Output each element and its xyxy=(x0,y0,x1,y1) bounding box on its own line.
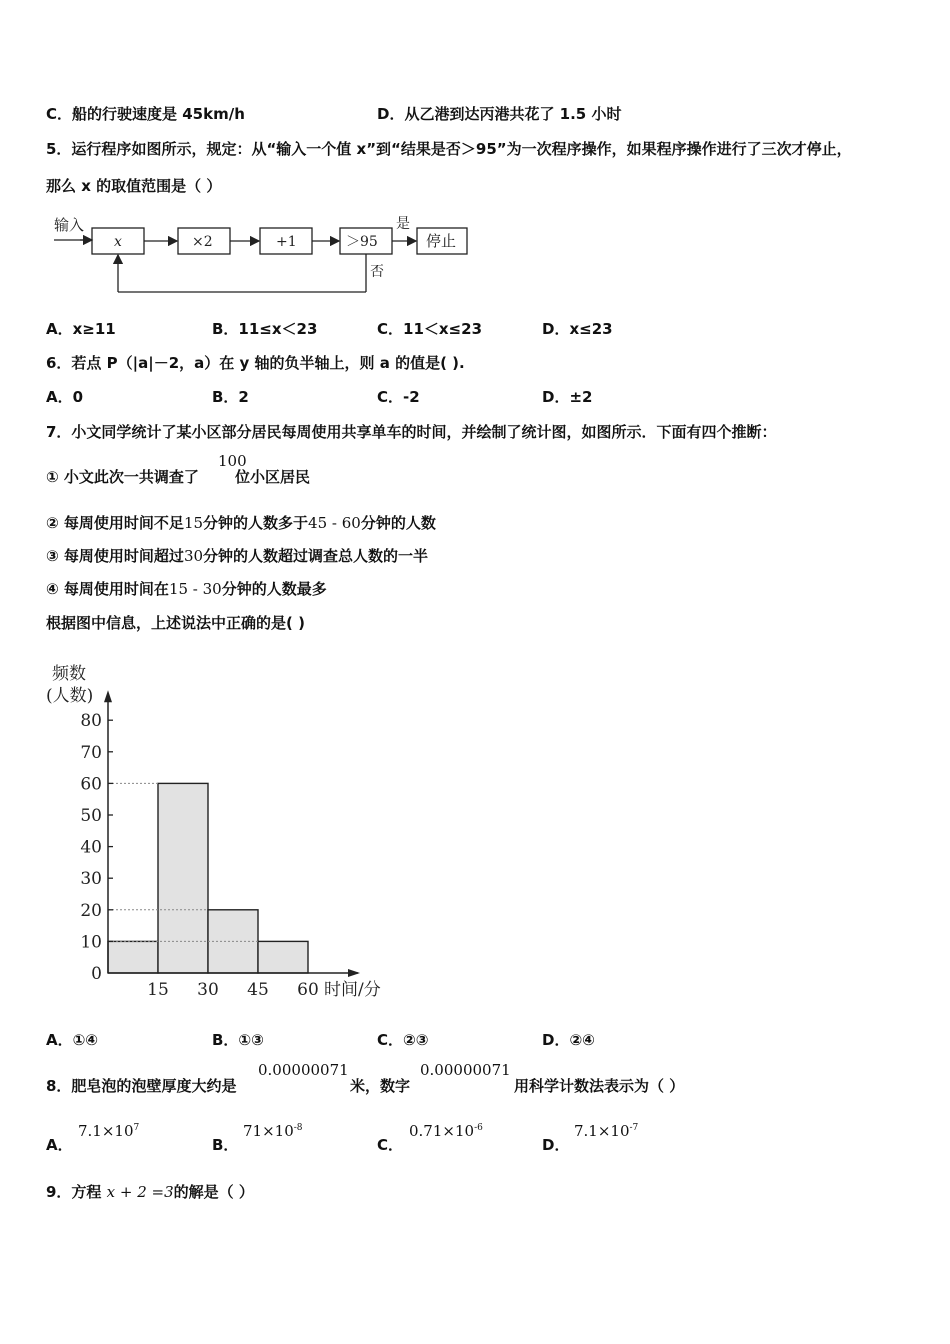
q7-statement-3: ③ 每周使用时间超过30分钟的人数超过调查总人数的一半 xyxy=(46,547,429,565)
q8-stem-c: 用科学计数法表示为（ ） xyxy=(514,1077,685,1095)
q5-option-a: A．x≥11 xyxy=(46,320,116,338)
q7-question: 根据图中信息，上述说法中正确的是( ) xyxy=(46,614,305,632)
q6-option-d: D．±2 xyxy=(542,388,593,406)
q8-option-b-value: $71\times 10^{-8}$ xyxy=(243,1122,303,1140)
q8-option-a-label: A． xyxy=(46,1136,73,1154)
q5-option-b: B．11≤x＜23 xyxy=(212,320,318,338)
q7-histogram xyxy=(40,655,400,1005)
q8-option-c-value: $0.71\times 10^{-6}$ xyxy=(409,1122,483,1140)
svg-text:＞95: ＞95 xyxy=(346,234,378,250)
q8-stem-a: 8．肥皂泡的泡壁厚度大约是 xyxy=(46,1077,237,1095)
y-tick-label: 50 xyxy=(80,806,102,826)
x-axis-arrow-icon xyxy=(348,969,360,977)
q7-stem: 7．小文同学统计了某小区部分居民每周使用共享单车的时间，并绘制了统计图，如图所示．下面有四个推断： xyxy=(46,423,777,441)
flow-no-label: 否 xyxy=(370,264,384,280)
q8-option-a-value: $7.1\times 10^7$ xyxy=(78,1122,140,1140)
hist-xlabel: 时间/分 xyxy=(324,980,381,1000)
svg-text:+1: +1 xyxy=(276,234,297,250)
y-axis-arrow-icon xyxy=(104,690,112,702)
q6-option-c: C．-2 xyxy=(377,388,420,406)
q8-option-d-value: $7.1\times 10^{-7}$ xyxy=(574,1122,639,1140)
y-tick-label: 10 xyxy=(80,932,102,953)
flow-yes-label: 是 xyxy=(396,216,410,232)
hist-ylabel-line2: (人数) xyxy=(46,686,94,706)
x-tick-label: 60 xyxy=(297,980,319,1000)
q4-option-d: D．从乙港到达丙港共花了 1.5 小时 xyxy=(377,105,622,123)
y-tick-label: 30 xyxy=(80,869,102,890)
svg-text:x: x xyxy=(114,234,122,250)
q5-option-d: D．x≤23 xyxy=(542,320,613,338)
q7-statement-4: ④ 每周使用时间在15 - 30分钟的人数最多 xyxy=(46,580,327,598)
q8-stem-b: 米，数字 xyxy=(350,1077,411,1095)
y-tick-label: 20 xyxy=(80,900,102,921)
q7-statement-1: ① 小文此次一共调查了 位小区居民 xyxy=(46,468,310,486)
y-tick-label: 70 xyxy=(80,742,102,763)
q5-stem-line2: 那么 x 的取值范围是（ ） xyxy=(46,177,222,195)
q7-s1-number: 100 xyxy=(218,452,247,470)
q8-number-2: 0.00000071 xyxy=(420,1061,511,1079)
flow-input-label: 输入 xyxy=(54,216,85,234)
y-tick-label: 40 xyxy=(80,837,102,858)
histogram-bar xyxy=(158,783,208,973)
q7-option-d: D．②④ xyxy=(542,1031,595,1049)
q6-option-b: B．2 xyxy=(212,388,249,406)
x-tick-label: 15 xyxy=(147,980,169,1000)
q9-stem: 9．方程 x + 2 =3的解是（ ） xyxy=(46,1183,254,1201)
hist-ylabel-line1: 频数 xyxy=(52,664,86,684)
q6-stem: 6．若点 P（|a|－2，a）在 y 轴的负半轴上，则 a 的值是( ). xyxy=(46,354,465,372)
q7-option-c: C．②③ xyxy=(377,1031,429,1049)
q5-option-c: C．11＜x≤23 xyxy=(377,320,483,338)
y-tick-label: 80 xyxy=(80,711,102,732)
svg-text:×2: ×2 xyxy=(192,234,213,250)
q7-statement-2: ② 每周使用时间不足15分钟的人数多于45 - 60分钟的人数 xyxy=(46,514,436,532)
y-tick-label: 60 xyxy=(80,774,102,795)
q5-flowchart xyxy=(40,210,480,300)
y-tick-label: 0 xyxy=(91,964,102,984)
q8-option-b-label: B． xyxy=(212,1136,239,1154)
q5-stem-line1: 5．运行程序如图所示，规定：从“输入一个值 x”到“结果是否＞95”为一次程序操作，如果程序操作进行了三次才停止， xyxy=(46,140,852,158)
q7-option-a: A．①④ xyxy=(46,1031,99,1049)
q4-option-c: C．船的行驶速度是 45km/h xyxy=(46,105,245,123)
q8-option-c-label: C． xyxy=(377,1136,404,1154)
x-tick-label: 45 xyxy=(247,980,269,1000)
histogram-bar xyxy=(108,941,158,973)
q6-option-a: A．0 xyxy=(46,388,84,406)
x-tick-label: 30 xyxy=(197,980,219,1000)
q8-option-d-label: D． xyxy=(542,1136,570,1154)
histogram-bar xyxy=(258,941,308,973)
q8-number-1: 0.00000071 xyxy=(258,1061,349,1079)
svg-text:停止: 停止 xyxy=(426,232,457,250)
q7-option-b: B．①③ xyxy=(212,1031,264,1049)
